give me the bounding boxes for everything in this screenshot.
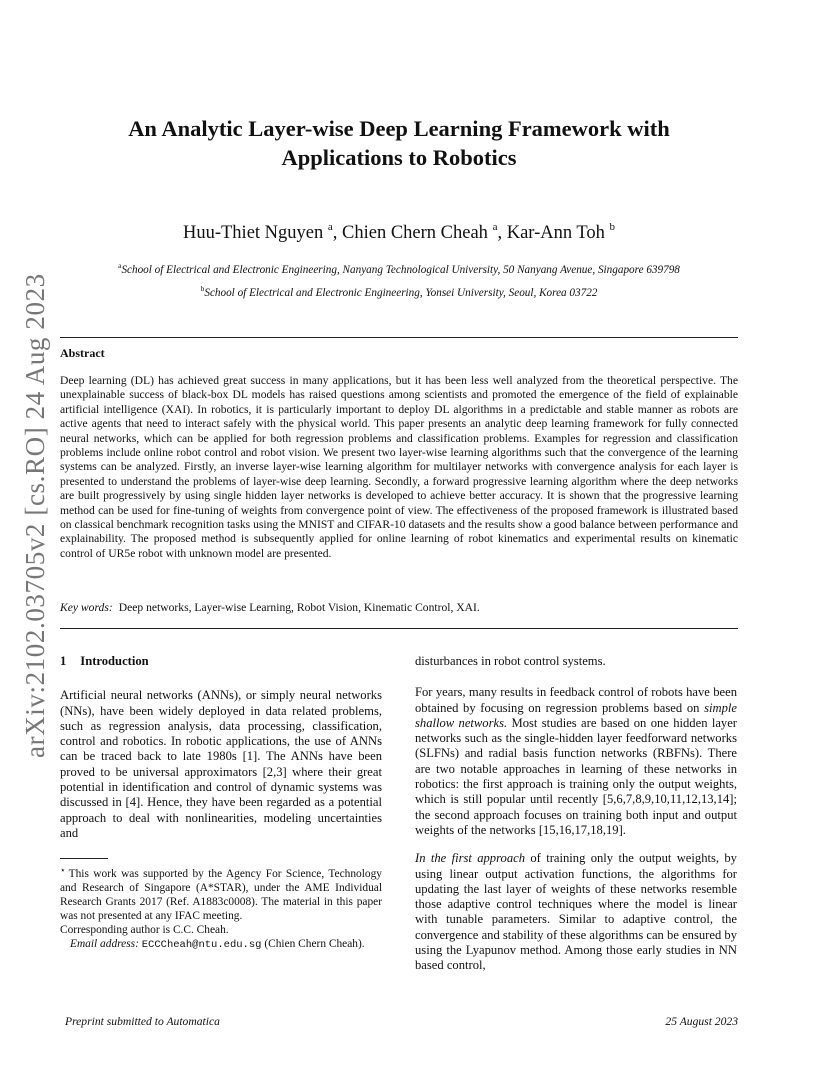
affiliation-b xyxy=(60,284,738,299)
abstract-top-rule xyxy=(60,337,738,338)
footnotes xyxy=(60,863,382,952)
intro-paragraph: In the first approach of training only the output weights, by using linear output activation functions, the algorithms for updating the last layer of weights of these networks resemble those adaptive control techniques where the model is linear with tunable parameters. Similar to adaptive control, the convergence and stability of these algorithms can be ensured by using the Lyapunov method. Among those early studies in NN based control, xyxy=(415,851,737,973)
keywords xyxy=(60,601,480,614)
email-label: Email address: xyxy=(70,938,139,950)
author-affiliation-mark: a xyxy=(492,221,498,233)
footnote-divider xyxy=(60,858,108,859)
footer-preprint-note: Preprint submitted to Automatica xyxy=(65,1015,220,1028)
author-name: Kar-Ann Toh xyxy=(506,223,605,243)
title-line-2: Applications to Robotics xyxy=(281,145,517,170)
abstract-heading: Abstract xyxy=(60,346,105,360)
affiliation-mark: a xyxy=(118,261,122,270)
intro-paragraph: Artificial neural networks (ANNs), or simply neural networks (NNs), have been widely deployed in data related problems, such as regression analysis, data processing, classification, control and robotics. In robotic applications, the use of ANNs can be traced back to late 1980s [1]. The ANNs have been proved to be universal approximators [2,3] where their great potential in identification and control of dynamic systems was discussed in [4]. Hence, they have been regarded as a potential approach to deal with nonlinearities, modeling uncertainties and xyxy=(60,688,382,840)
title-line-1: An Analytic Layer-wise Deep Learning Framework with xyxy=(128,116,670,141)
email-owner: (Chien Chern Cheah). xyxy=(264,938,365,950)
footnote-star: ⋆ xyxy=(60,865,66,875)
keywords-text: Deep networks, Layer-wise Learning, Robot Vision, Kinematic Control, XAI. xyxy=(118,601,480,614)
email-address-link[interactable]: ECCCheah@ntu.edu.sg xyxy=(141,939,262,951)
abstract-bottom-rule xyxy=(60,628,738,629)
right-column xyxy=(415,654,737,987)
funding-footnote: ⋆ This work was supported by the Agency For Science, Technology and Research of Singapore (A*STAR), under the AME Individual Research Grants 2017 (Ref. A1883c0008). The material in this paper was not presented at any IFAC meeting. xyxy=(60,865,382,922)
author-name: Huu-Thiet Nguyen xyxy=(182,223,324,243)
keywords-label: Key words: xyxy=(60,601,113,614)
author-affiliation-mark: b xyxy=(609,221,616,233)
footer-date: 25 August 2023 xyxy=(665,1015,738,1028)
corresponding-author-note: Corresponding author is C.C. Cheah. xyxy=(60,924,229,936)
section-title: Introduction xyxy=(80,654,149,668)
intro-paragraph: For years, many results in feedback control of robots have been obtained by focusing on regression problems based on simple shallow networks. Most studies are based on one hidden layer networks such as the single-hidden layer feedforward networks (SLFNs) and radial basis function networks (RBFNs). There are two notable approaches in learning of these networks in robotics: the first approach is training only the output weights, which is still popular until recently [5,6,7,8,9,10,11,12,13,14]; the second approach focuses on training both input and output weights of the networks [15,16,17,18,19]. xyxy=(415,685,737,837)
author-affiliation-mark: a xyxy=(327,221,333,233)
left-column xyxy=(60,654,382,854)
section-heading xyxy=(60,654,382,669)
affiliation-text: School of Electrical and Electronic Engineering, Yonsei University, Seoul, Korea 03722 xyxy=(204,287,598,299)
section-number: 1 xyxy=(60,654,67,668)
affiliation-text: School of Electrical and Electronic Engineering, Nanyang Technological University, 50 Nanyang Avenue, Singapore 639798 xyxy=(121,264,680,276)
author-name: Chien Chern Cheah xyxy=(342,223,488,243)
intro-paragraph: disturbances in robot control systems. xyxy=(415,654,606,668)
paper-title xyxy=(60,114,738,172)
affiliation-mark: b xyxy=(200,284,205,293)
abstract-body: Deep learning (DL) has achieved great success in many applications, but it has been less well analyzed from the theoretical perspective. The unexplainable success of black-box DL models has raised questions among scientists and promoted the emergence of the field of explainable artificial intelligence (XAI). In robotics, it is particularly important to deploy DL algorithms in a predictable and stable manner as robots are active agents that need to interact safely with the physical world. This paper presents an analytic deep learning framework for fully connected neural networks, which can be applied for both regression problems and classification problems. Examples for regression and classification problems include online robot control and robot vision. We present two layer-wise learning algorithms such that the convergence of the learning systems can be analyzed. Firstly, an inverse layer-wise learning algorithm for multilayer networks with convergence analysis for each layer is presented to understand the problems of layer-wise deep learning. Secondly, a forward progressive learning algorithm where the deep networks are built progressively by using single hidden layer networks is developed to achieve better accuracy. It is shown that the progressive learning method can be used for fine-tuning of weights from convergence point of view. The effectiveness of the proposed framework is illustrated based on classical benchmark recognition tasks using the MNIST and CIFAR-10 datasets and the results show a good balance between performance and explainability. The proposed method is subsequently applied for online learning of robot kinematics and experimental results on kinematic control of UR5e robot with unknown model are presented. xyxy=(60,374,738,560)
affiliation-a xyxy=(60,261,738,276)
author-list: Huu-Thiet Nguyen $^a$, Chien Chern Cheah $^a$, Kar-Ann Toh $^b$ xyxy=(182,221,616,243)
email-footnote xyxy=(60,937,382,952)
arxiv-identifier-stamp: arXiv:2102.03705v2 [cs.RO] 24 Aug 2023 xyxy=(20,273,50,758)
